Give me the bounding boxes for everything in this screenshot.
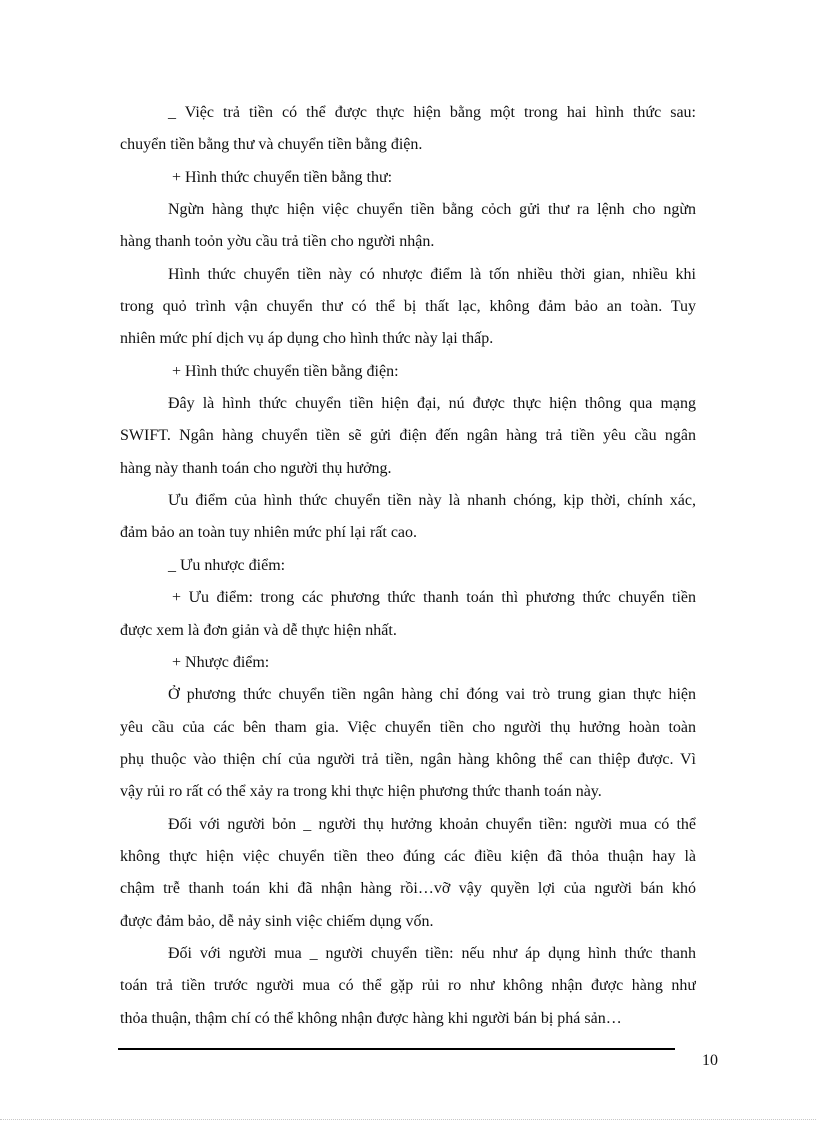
body-text <box>120 97 696 1035</box>
text-line: chậm trễ thanh toán khi đã nhận hàng rồi…vỡ vậy quyền lợi của người bán khó <box>120 880 696 898</box>
text-line: Ưu điểm của hình thức chuyển tiền này là nhanh chóng, kịp thời, chính xác, <box>168 492 696 510</box>
text-line: + Hình thức chuyển tiền bằng thư: <box>172 168 393 186</box>
text-line: Đối với người bỏn _ người thụ hưởng khoản chuyển tiền: người mua có thể <box>168 815 696 833</box>
text-line: được xem là đơn giản và dễ thực hiện nhất. <box>120 621 397 639</box>
page-number: 10 <box>702 1052 718 1069</box>
text-line: Ở phương thức chuyển tiền ngân hàng chỉ đóng vai trò trung gian thực hiện <box>168 686 696 704</box>
page-bottom-divider <box>0 1119 816 1120</box>
text-line: + Hình thức chuyển tiền bằng điện: <box>172 362 399 380</box>
text-line: đảm bảo an toàn tuy nhiên mức phí lại rất cao. <box>120 524 418 542</box>
text-line: Đối với người mua _ người chuyển tiền: nếu như áp dụng hình thức thanh <box>168 944 696 962</box>
text-line: thỏa thuận, thậm chí có thể không nhận được hàng khi người bán bị phá sản… <box>120 1009 622 1027</box>
text-line: chuyển tiền bằng thư và chuyển tiền bằng điện. <box>120 136 423 154</box>
text-line: được đảm bảo, dễ nảy sinh việc chiếm dụng vốn. <box>120 912 434 930</box>
text-line: nhiên mức phí dịch vụ áp dụng cho hình thức này lại thấp. <box>120 330 494 348</box>
text-line: Hình thức chuyển tiền này có nhược điểm là tốn nhiều thời gian, nhiều khi <box>168 265 696 283</box>
text-line: hàng này thanh toán cho người thụ hưởng. <box>120 459 392 477</box>
text-line: phụ thuộc vào thiện chí của người trả tiền, ngân hàng không thể can thiệp được. Vì <box>120 750 696 768</box>
text-line: + Nhược điểm: <box>172 653 270 671</box>
text-line: hàng thanh toỏn yờu cầu trả tiền cho người nhận. <box>120 233 435 251</box>
footer-rule <box>118 1048 675 1050</box>
text-line: Ngừn hàng thực hiện việc chuyển tiền bằng cỏch gửi thư ra lệnh cho ngừn <box>168 201 696 219</box>
text-line: _ Việc trả tiền có thể được thực hiện bằng một trong hai hình thức sau: <box>168 104 696 121</box>
text-line: vậy rủi ro rất có thể xảy ra trong khi thực hiện phương thức thanh toán này. <box>120 783 602 801</box>
text-line: SWIFT. Ngân hàng chuyển tiền sẽ gửi điện đến ngân hàng trả tiền yêu cầu ngân <box>120 427 696 445</box>
text-line: + Ưu điểm: trong các phương thức thanh toán thì phương thức chuyển tiền <box>172 589 696 607</box>
text-line: không thực hiện việc chuyển tiền theo đúng các điều kiện đã thỏa thuận hay là <box>120 847 696 865</box>
text-line: trong quỏ trình vận chuyển thư có thể bị thất lạc, không đảm bảo an toàn. Tuy <box>120 298 696 316</box>
text-line: Đây là hình thức chuyển tiền hiện đại, nú được thực hiện thông qua mạng <box>168 395 696 413</box>
text-line: yêu cầu của các bên tham gia. Việc chuyển tiền cho người thụ hưởng hoàn toàn <box>120 718 696 736</box>
text-line: toán trả tiền trước người mua có thể gặp rủi ro như không nhận được hàng như <box>120 977 696 995</box>
text-line: _ Ưu nhược điểm: <box>168 556 286 574</box>
